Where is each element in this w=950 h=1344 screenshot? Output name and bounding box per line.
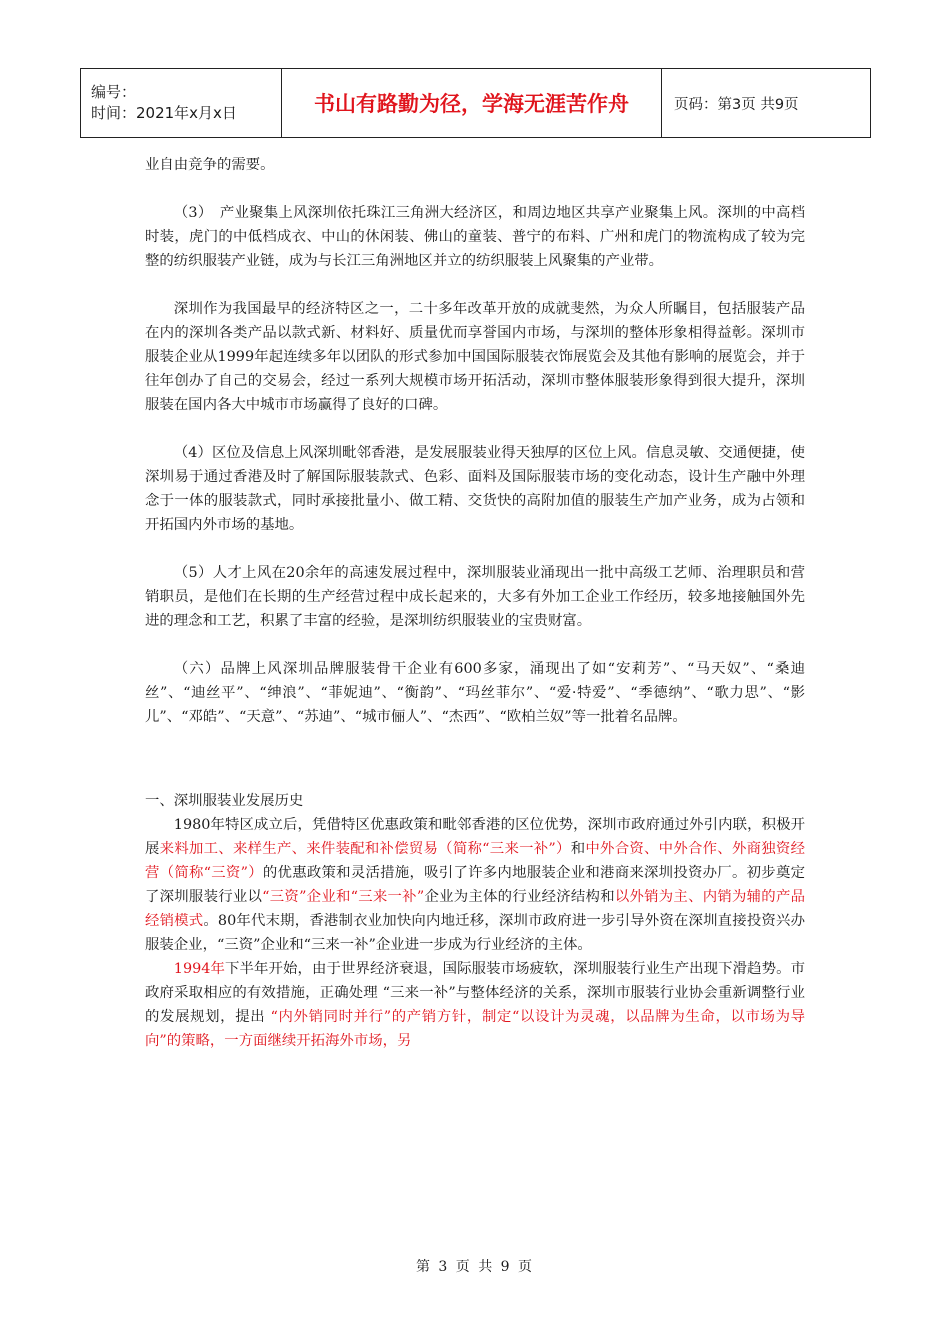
page-header [80,68,871,138]
paragraph-continuation: 业自由竞争的需要。 [145,157,275,173]
page-footer: 第 3 页 共 9 页 [415,1259,535,1275]
header-page-info: 页码：第3页 共9页 [674,96,799,113]
header-motto: 书山有路勤为径，学海无涯苦作舟 [282,69,662,137]
doc-number-label: 编号： [91,83,137,101]
paragraph-location-advantage: （4）区位及信息上风深圳毗邻香港，是发展服装业得天独厚的区位上风。信息灵敏、交通便捷，使深圳易于通过香港及时了解国际服装款式、色彩、面料及国际服装市场的变化动态，设计生产融中外理念于一体的服装款式，同时承接批量小、做工精、交货快的高附加值的服装生产加产业务，成为占领和开拓国内外市场的基地。 [145,445,805,533]
header-meta [81,69,282,137]
section-title: 一、深圳服装业发展历史 [145,793,304,809]
paragraph-brand-advantage: （六）品牌上风深圳品牌服装骨干企业有600多家，涌现出了如“安莉芳”、“马天奴”、“桑迪丝”、“迪丝平”、“绅浪”、“菲妮迪”、“衡韵”、“玛丝菲尔”、“爱·特爱”、“季德纳”、“歌力思”、“影儿”、“邓皓”、“天意”、“苏迪”、“城市俪人”、“杰西”、“欧柏兰奴”等一批着名品牌。 [145,661,805,725]
paragraph-history-1994: 1994年下半年开始，由于世界经济衰退，国际服装市场疲软，深圳服装行业生产出现下滑趋势。市政府采取相应的有效措施，正确处理 “三来一补”与整体经济的关系，深圳市服装行业协会重新调整行业的发展规划，提出 “内外销同时并行”的产销方针，制定“以设计为灵魂，以品牌为生命，以市场为导向”的策略，一方面继续开拓海外市场，另 [145,961,806,1049]
paragraph-history-1980: 1980年特区成立后，凭借特区优惠政策和毗邻香港的区位优势，深圳市政府通过外引内联，积极开展来料加工、来样生产、来件装配和补偿贸易（简称“三来一补”）和中外合资、中外合作、外商独资经营（简称“三资”）的优惠政策和灵活措施，吸引了许多内地服装企业和港商来深圳投资办厂。初步奠定了深圳服装行业以“三资”企业和“三来一补”企业为主体的行业经济结构和以外销为主、内销为辅的产品经销模式。80年代末期，香港制衣业加快向内地迁移，深圳市政府进一步引导外资在深圳直接投资兴办服装企业，“三资”企业和“三来一补”企业进一步成为行业经济的主体。 [145,817,805,953]
document-body [145,153,805,1053]
paragraph-shenzhen-image: 深圳作为我国最早的经济特区之一，二十多年改革开放的成就斐然，为众人所瞩目，包括服装产品在内的深圳各类产品以款式新、材料好、质量优而享誉国内市场，与深圳的整体形象相得益彰。深圳市服装企业从1999年起连续多年以团队的形式参加中国国际服装衣饰展览会及其他有影响的展览会，并于往年创办了自己的交易会，经过一系列大规模市场开拓活动，深圳市整体服装形象得到很大提升，深圳服装在国内各大中城市市场赢得了良好的口碑。 [145,301,805,413]
doc-time-label: 时间：2021年x月x日 [91,104,237,122]
paragraph-talent-advantage: （5）人才上风在20余年的高速发展过程中，深圳服装业涌现出一批中高级工艺师、治理职员和营销职员，是他们在长期的生产经营过程中成长起来的，大多有外加工企业工作经历，较多地接触国外先进的理念和工艺，积累了丰富的经验，是深圳纺织服装业的宝贵财富。 [145,565,805,629]
paragraph-industry-cluster: （3） 产业聚集上风深圳依托珠江三角洲大经济区，和周边地区共享产业聚集上风。深圳的中高档时装，虎门的中低档成衣、中山的休闲装、佛山的童装、普宁的布料、广州和虎门的物流构成了较为完整的纺织服装产业链，成为与长江三角洲地区并立的纺织服装上风聚集的产业带。 [145,205,805,269]
